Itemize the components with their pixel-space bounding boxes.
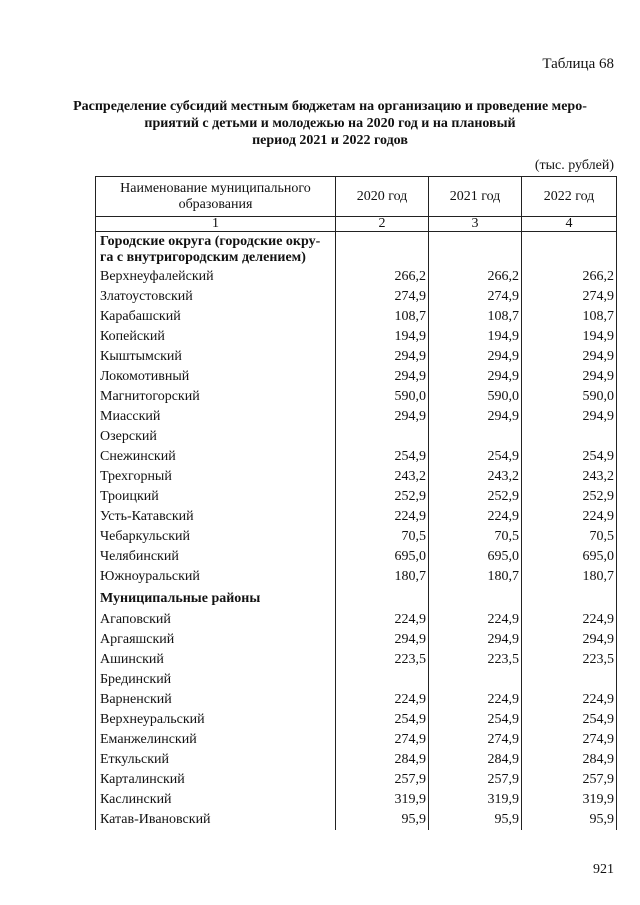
empty-cell <box>336 232 429 268</box>
value-2022: 294,9 <box>522 407 617 427</box>
value-2020: 70,5 <box>336 527 429 547</box>
value-2020: 319,9 <box>336 790 429 810</box>
value-2022: 284,9 <box>522 750 617 770</box>
value-2020: 224,9 <box>336 610 429 630</box>
table-row <box>96 447 617 467</box>
value-2021: 254,9 <box>429 710 522 730</box>
value-2020 <box>336 427 429 447</box>
title-line: приятий с детьми и молодежью на 2020 год и на плановый <box>144 116 516 131</box>
value-2022: 252,9 <box>522 487 617 507</box>
value-2022: 319,9 <box>522 790 617 810</box>
value-2020: 294,9 <box>336 367 429 387</box>
page-number: 921 <box>593 862 614 877</box>
value-2022: 274,9 <box>522 730 617 750</box>
value-2020: 284,9 <box>336 750 429 770</box>
value-2021: 223,5 <box>429 650 522 670</box>
municipality-name: Катав-Ивановский <box>96 810 336 830</box>
municipality-name: Варненский <box>96 690 336 710</box>
value-2020: 95,9 <box>336 810 429 830</box>
value-2020: 294,9 <box>336 630 429 650</box>
value-2022: 294,9 <box>522 630 617 650</box>
table-row <box>96 327 617 347</box>
table-row <box>96 287 617 307</box>
value-2020: 274,9 <box>336 287 429 307</box>
table-row <box>96 567 617 587</box>
municipality-name: Аргаяшский <box>96 630 336 650</box>
value-2021: 194,9 <box>429 327 522 347</box>
value-2022: 294,9 <box>522 347 617 367</box>
value-2020: 695,0 <box>336 547 429 567</box>
empty-cell <box>336 587 429 610</box>
value-2022: 180,7 <box>522 567 617 587</box>
empty-cell <box>429 232 522 268</box>
value-2020: 243,2 <box>336 467 429 487</box>
table-row <box>96 670 617 690</box>
table-row <box>96 547 617 567</box>
value-2021: 294,9 <box>429 630 522 650</box>
empty-cell <box>522 232 617 268</box>
column-number: 4 <box>522 217 617 232</box>
value-2020: 294,9 <box>336 347 429 367</box>
table-row <box>96 750 617 770</box>
table-row <box>96 267 617 287</box>
column-number: 2 <box>336 217 429 232</box>
municipality-name: Каслинский <box>96 790 336 810</box>
value-2020: 223,5 <box>336 650 429 670</box>
column-number: 1 <box>96 217 336 232</box>
municipality-name: Трехгорный <box>96 467 336 487</box>
value-2021: 294,9 <box>429 347 522 367</box>
table-row <box>96 730 617 750</box>
municipality-name: Миасский <box>96 407 336 427</box>
value-2022: 223,5 <box>522 650 617 670</box>
table-row <box>96 770 617 790</box>
group-title-line: Муниципальные районы <box>100 591 261 606</box>
municipality-name: Копейский <box>96 327 336 347</box>
value-2021: 294,9 <box>429 407 522 427</box>
municipality-name: Карабашский <box>96 307 336 327</box>
municipality-name: Кыштымский <box>96 347 336 367</box>
value-2021: 695,0 <box>429 547 522 567</box>
municipality-name: Чебаркульский <box>96 527 336 547</box>
value-2020: 294,9 <box>336 407 429 427</box>
group-title <box>96 232 336 268</box>
group-title-line: Городские округа (городские окру- <box>100 234 321 249</box>
value-2021 <box>429 427 522 447</box>
value-2021: 254,9 <box>429 447 522 467</box>
value-2020: 274,9 <box>336 730 429 750</box>
table-row <box>96 527 617 547</box>
value-2020: 257,9 <box>336 770 429 790</box>
municipality-name: Еткульский <box>96 750 336 770</box>
value-2021: 266,2 <box>429 267 522 287</box>
value-2020: 180,7 <box>336 567 429 587</box>
table-row <box>96 507 617 527</box>
column-number: 3 <box>429 217 522 232</box>
table-row <box>96 407 617 427</box>
value-2021: 257,9 <box>429 770 522 790</box>
value-2021: 95,9 <box>429 810 522 830</box>
table-row <box>96 347 617 367</box>
value-2022: 254,9 <box>522 710 617 730</box>
value-2021: 224,9 <box>429 507 522 527</box>
table-label: Таблица 68 <box>542 56 614 72</box>
value-2021 <box>429 670 522 690</box>
value-2021: 224,9 <box>429 690 522 710</box>
municipality-name: Локомотивный <box>96 367 336 387</box>
value-2022: 108,7 <box>522 307 617 327</box>
empty-cell <box>429 587 522 610</box>
header-row <box>96 177 617 217</box>
municipality-name: Еманжелинский <box>96 730 336 750</box>
value-2022: 70,5 <box>522 527 617 547</box>
value-2022: 590,0 <box>522 387 617 407</box>
municipality-name: Троицкий <box>96 487 336 507</box>
value-2022: 243,2 <box>522 467 617 487</box>
municipality-name: Усть-Катавский <box>96 507 336 527</box>
table-row <box>96 650 617 670</box>
header-2020: 2020 год <box>336 177 429 217</box>
title-line: Распределение субсидий местным бюджетам на организацию и проведение меро- <box>73 99 587 114</box>
value-2020: 266,2 <box>336 267 429 287</box>
value-2021: 108,7 <box>429 307 522 327</box>
header-2022: 2022 год <box>522 177 617 217</box>
municipality-name: Снежинский <box>96 447 336 467</box>
value-2021: 70,5 <box>429 527 522 547</box>
table-row <box>96 610 617 630</box>
municipality-name: Челябинский <box>96 547 336 567</box>
title-line: период 2021 и 2022 годов <box>252 133 408 148</box>
value-2021: 284,9 <box>429 750 522 770</box>
table-row <box>96 710 617 730</box>
municipality-name: Озерский <box>96 427 336 447</box>
value-2021: 274,9 <box>429 730 522 750</box>
value-2022: 194,9 <box>522 327 617 347</box>
table-body <box>96 232 617 831</box>
value-2022: 224,9 <box>522 610 617 630</box>
municipality-name: Златоустовский <box>96 287 336 307</box>
column-number-row <box>96 217 617 232</box>
table-row <box>96 427 617 447</box>
value-2020: 224,9 <box>336 507 429 527</box>
value-2020: 590,0 <box>336 387 429 407</box>
header-2021: 2021 год <box>429 177 522 217</box>
group-title <box>96 587 336 610</box>
municipality-name: Верхнеуральский <box>96 710 336 730</box>
value-2020: 194,9 <box>336 327 429 347</box>
value-2021: 243,2 <box>429 467 522 487</box>
municipality-name: Брединский <box>96 670 336 690</box>
value-2021: 252,9 <box>429 487 522 507</box>
table-row <box>96 630 617 650</box>
value-2022: 266,2 <box>522 267 617 287</box>
table-row <box>96 790 617 810</box>
value-2020: 254,9 <box>336 710 429 730</box>
municipality-name: Магнитогорский <box>96 387 336 407</box>
value-2020: 252,9 <box>336 487 429 507</box>
value-2020 <box>336 670 429 690</box>
value-2021: 294,9 <box>429 367 522 387</box>
value-2022: 695,0 <box>522 547 617 567</box>
units-note: (тыс. рублей) <box>534 158 614 173</box>
value-2021: 319,9 <box>429 790 522 810</box>
value-2022 <box>522 670 617 690</box>
group-header-row <box>96 587 617 610</box>
table-row <box>96 367 617 387</box>
value-2022: 274,9 <box>522 287 617 307</box>
municipality-name: Карталинский <box>96 770 336 790</box>
table-row <box>96 307 617 327</box>
header-name: Наименование муниципального образования <box>96 177 336 217</box>
value-2021: 590,0 <box>429 387 522 407</box>
value-2022: 224,9 <box>522 507 617 527</box>
value-2022: 257,9 <box>522 770 617 790</box>
value-2020: 108,7 <box>336 307 429 327</box>
value-2020: 224,9 <box>336 690 429 710</box>
value-2022: 294,9 <box>522 367 617 387</box>
table-row <box>96 690 617 710</box>
table-row <box>96 810 617 830</box>
municipality-name: Агаповский <box>96 610 336 630</box>
group-title-line: га с внутригородским делением) <box>100 250 306 265</box>
empty-cell <box>522 587 617 610</box>
municipality-name: Южноуральский <box>96 567 336 587</box>
group-header-row <box>96 232 617 268</box>
value-2021: 224,9 <box>429 610 522 630</box>
municipality-name: Ашинский <box>96 650 336 670</box>
table-row <box>96 387 617 407</box>
value-2020: 254,9 <box>336 447 429 467</box>
value-2022 <box>522 427 617 447</box>
value-2021: 274,9 <box>429 287 522 307</box>
value-2022: 254,9 <box>522 447 617 467</box>
value-2022: 224,9 <box>522 690 617 710</box>
document-title <box>60 98 600 149</box>
subsidy-table <box>95 176 617 830</box>
municipality-name: Верхнеуфалейский <box>96 267 336 287</box>
table-row <box>96 467 617 487</box>
value-2021: 180,7 <box>429 567 522 587</box>
value-2022: 95,9 <box>522 810 617 830</box>
table-row <box>96 487 617 507</box>
